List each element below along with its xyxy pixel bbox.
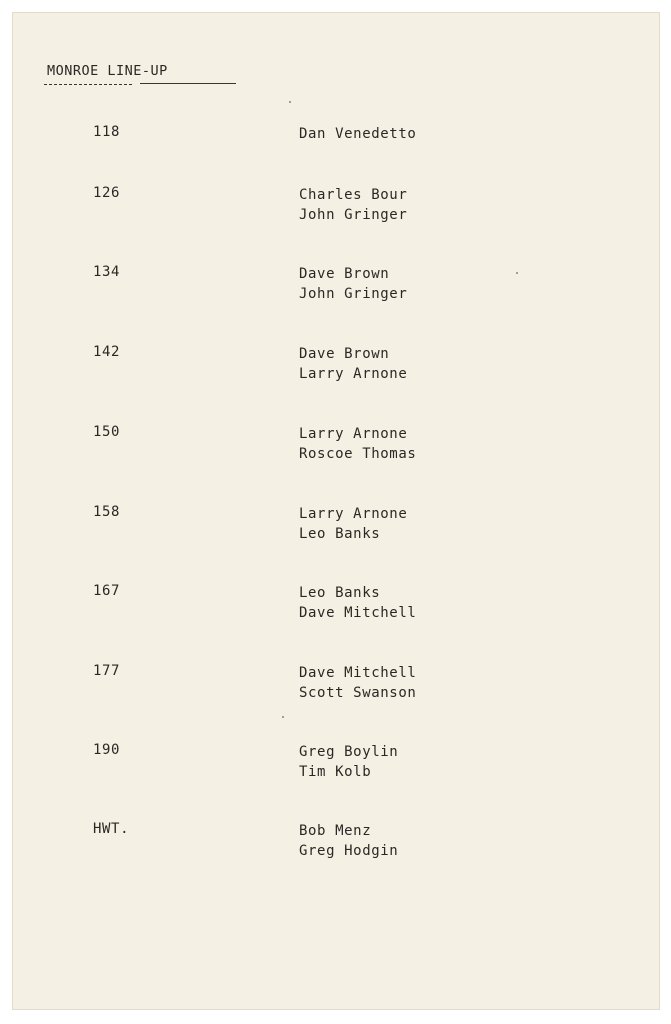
wrestler-name: Dave Brown: [299, 266, 390, 282]
wrestler-names: [299, 504, 407, 544]
wrestler-name: Dave Mitchell: [299, 605, 417, 621]
wrestler-name: John Gringer: [299, 286, 408, 302]
wrestler-names: [299, 663, 416, 703]
wrestler-name: Charles Bour: [299, 187, 408, 203]
wrestler-name: Larry Arnone: [299, 426, 408, 442]
weight-class: 134: [93, 264, 121, 280]
wrestler-name: Scott Swanson: [299, 685, 417, 701]
paper-speck: [289, 101, 291, 103]
wrestler-name: Leo Banks: [299, 585, 381, 601]
wrestler-names: [299, 185, 407, 225]
wrestler-name: Leo Banks: [299, 526, 381, 542]
weight-class: 167: [93, 583, 121, 599]
wrestler-names: [299, 124, 416, 144]
wrestler-names: [299, 821, 398, 861]
wrestler-name: Dave Brown: [299, 346, 390, 362]
weight-class: 126: [93, 185, 121, 201]
page-title: MONROE LINE-UP: [47, 63, 168, 79]
weight-class: HWT.: [93, 821, 130, 837]
weight-class: 190: [93, 742, 121, 758]
wrestler-name: Greg Boylin: [299, 744, 399, 760]
wrestler-name: Dan Venedetto: [299, 126, 417, 142]
wrestler-names: [299, 424, 416, 464]
wrestler-names: [299, 583, 416, 623]
wrestler-name: Bob Menz: [299, 823, 372, 839]
wrestler-name: Larry Arnone: [299, 506, 408, 522]
title-underline: [44, 84, 132, 85]
wrestler-name: Roscoe Thomas: [299, 446, 417, 462]
wrestler-names: [299, 742, 398, 782]
wrestler-name: Greg Hodgin: [299, 843, 399, 859]
weight-class: 158: [93, 504, 121, 520]
weight-class: 118: [93, 124, 121, 140]
title-underline: [140, 83, 236, 84]
wrestler-names: [299, 264, 407, 304]
weight-class: 177: [93, 663, 121, 679]
wrestler-name: Tim Kolb: [299, 764, 372, 780]
weight-class: 150: [93, 424, 121, 440]
wrestler-names: [299, 344, 407, 384]
paper-speck: [282, 716, 284, 718]
weight-class: 142: [93, 344, 121, 360]
wrestler-name: Larry Arnone: [299, 366, 408, 382]
paper-speck: [516, 272, 518, 274]
wrestler-name: Dave Mitchell: [299, 665, 417, 681]
wrestler-name: John Gringer: [299, 207, 408, 223]
